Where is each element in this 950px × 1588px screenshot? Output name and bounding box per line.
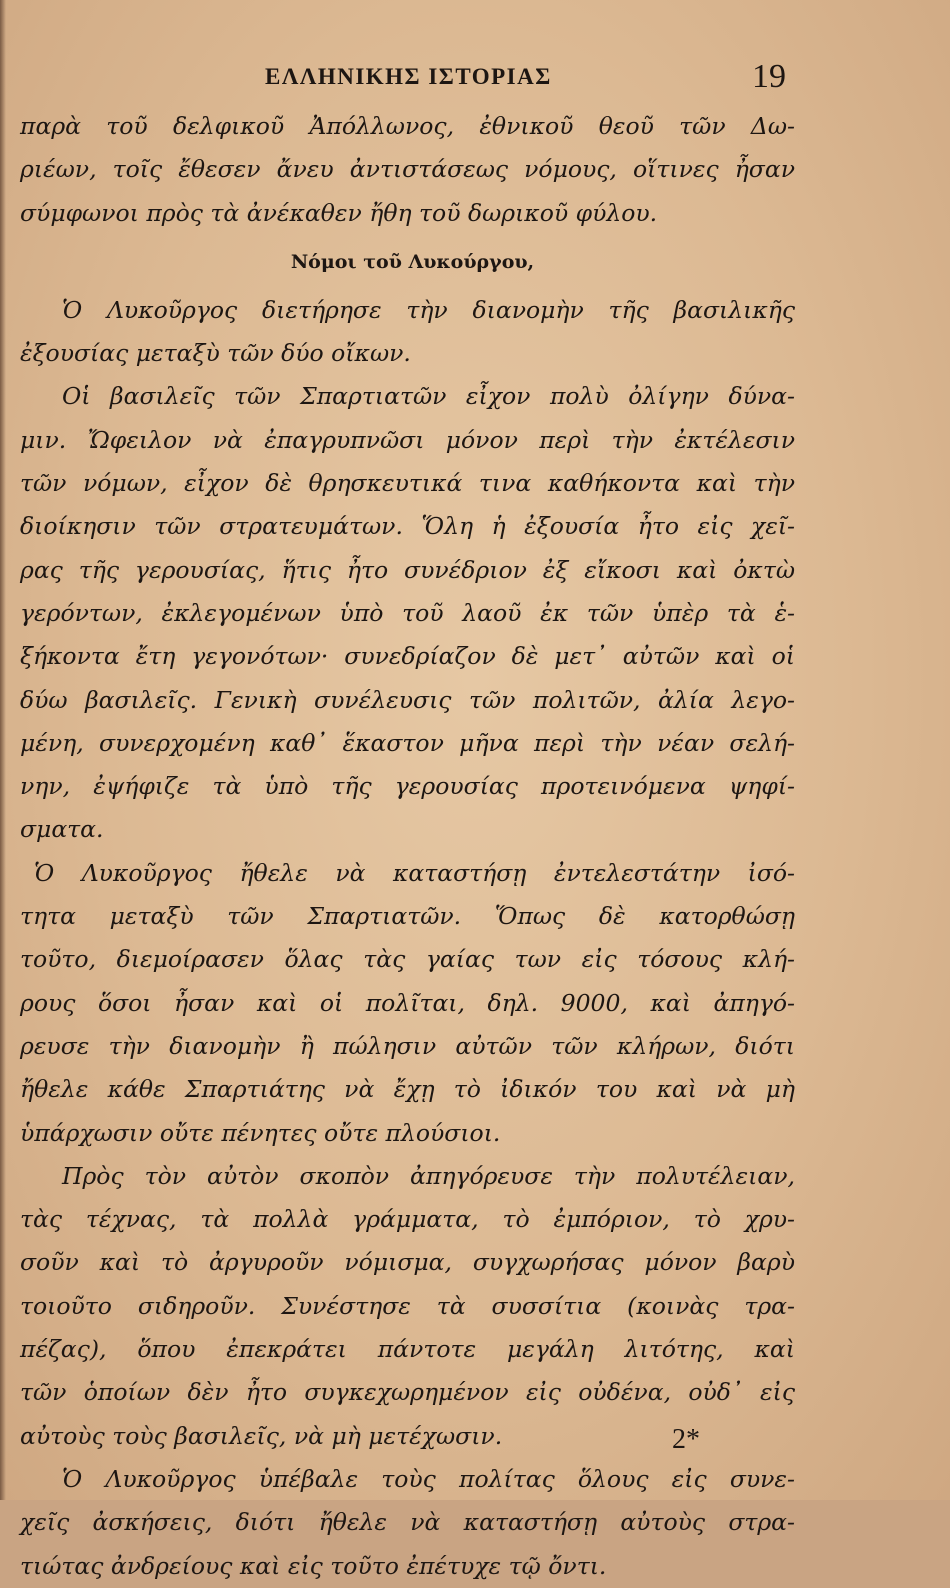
signature-mark: 2* (672, 1424, 700, 1455)
text-line: Πρὸς τὸν αὐτὸν σκοπὸν ἀπηγόρευσε τὴν πολυτέλειαν, (62, 1161, 795, 1190)
text-line: τοιοῦτο σιδηροῦν. Συνέστησε τὰ συσσίτια (κοινὰς τρα- (20, 1291, 795, 1320)
text-line: σματα. (20, 815, 104, 844)
text-line: ξήκοντα ἔτη γεγονότων· συνεδρίαζον δὲ μετ᾽ αὐτῶν καὶ οἱ (20, 642, 795, 671)
page-header (0, 58, 950, 98)
text-line: ἤθελε κάθε Σπαρτιάτης νὰ ἔχῃ τὸ ἰδικόν του καὶ νὰ μὴ (20, 1075, 795, 1104)
text-line: σύμφωνοι πρὸς τὰ ἀνέκαθεν ἤθη τοῦ δωρικοῦ φύλου. (20, 198, 658, 227)
text-line: τιώτας ἀνδρείους καὶ εἰς τοῦτο ἐπέτυχε τῷ ὄντι. (20, 1551, 607, 1580)
text-line: πέζας), ὅπου ἐπεκράτει πάντοτε μεγάλη λιτότης, καὶ (20, 1335, 795, 1364)
text-line: Οἱ βασιλεῖς τῶν Σπαρτιατῶν εἶχον πολὺ ὀλίγην δύνα- (62, 382, 795, 411)
text-line: ρους ὅσοι ἦσαν καὶ οἱ πολῖται, δηλ. 9000, καὶ ἀπηγό- (20, 988, 795, 1017)
text-line: μένη, συνερχομένη καθ᾽ ἕκαστον μῆνα περὶ τὴν νέαν σελή- (20, 728, 795, 757)
text-line: ὑπάρχωσιν οὔτε πένητες οὔτε πλούσιοι. (20, 1118, 501, 1147)
text-line: τὰς τέχνας, τὰ πολλὰ γράμματα, τὸ ἐμπόριον, τὸ χρυ- (20, 1205, 795, 1234)
page-edge-shadow (0, 0, 6, 1500)
text-line: ρευσε τὴν διανομὴν ἢ πώλησιν αὐτῶν τῶν κλήρων, διότι (20, 1031, 795, 1060)
text-line: χεῖς ἀσκήσεις, διότι ἤθελε νὰ καταστήσῃ αὐτοὺς στρα- (20, 1508, 795, 1537)
text-line: Ὁ Λυκοῦργος διετήρησε τὴν διανομὴν τῆς βασιλικῆς (62, 295, 795, 324)
text-line: τῶν ὁποίων δὲν ἦτο συγκεχωρημένον εἰς οὐδένα, οὐδ᾽ εἰς (20, 1378, 795, 1407)
section-heading: Νόμοι τοῦ Λυκούργου, (290, 250, 535, 273)
text-line: παρὰ τοῦ δελφικοῦ Ἀπόλλωνος, ἐθνικοῦ θεοῦ τῶν Δω- (20, 112, 795, 140)
text-line: αὐτοὺς τοὺς βασιλεῖς, νὰ μὴ μετέχωσιν. (20, 1421, 503, 1450)
text-line: δύω βασιλεῖς. Γενικὴ συνέλευσις τῶν πολιτῶν, ἀλία λεγο- (20, 685, 795, 714)
text-line: τοῦτο, διεμοίρασεν ὅλας τὰς γαίας των εἰς τόσους κλή- (20, 945, 795, 974)
text-line: Ὁ Λυκοῦργος ἤθελε νὰ καταστήσῃ ἐντελεστάτην ἰσό- (34, 858, 795, 887)
text-line: Ὁ Λυκοῦργος ὑπέβαλε τοὺς πολίτας ὅλους εἰς συνε- (62, 1464, 795, 1493)
text-line: γερόντων, ἐκλεγομένων ὑπὸ τοῦ λαοῦ ἐκ τῶν ὑπὲρ τὰ ἑ- (20, 598, 795, 627)
text-line: διοίκησιν τῶν στρατευμάτων. Ὅλη ἡ ἐξουσία ἦτο εἰς χεῖ- (20, 512, 795, 541)
text-line: νην, ἐψήφιζε τὰ ὑπὸ τῆς γερουσίας προτεινόμενα ψηφί- (20, 772, 795, 801)
text-line: μιν. Ὤφειλον νὰ ἐπαγρυπνῶσι μόνον περὶ τὴν ἐκτέλεσιν (20, 425, 795, 454)
text-line: τητα μεταξὺ τῶν Σπαρτιατῶν. Ὅπως δὲ κατορθώσῃ (20, 902, 795, 931)
text-line: ριέων, τοῖς ἔθεσεν ἄνευ ἀντιστάσεως νόμους, οἵτινες ἦσαν (20, 155, 795, 184)
page-number: 19 (752, 58, 786, 95)
text-line: τῶν νόμων, εἶχον δὲ θρησκευτικά τινα καθήκοντα καὶ τὴν (20, 469, 795, 498)
body-text (20, 105, 795, 1588)
running-title: ΕΛΛΗΝΙΚΗΣ ΙΣΤΟΡΙΑΣ (265, 64, 552, 89)
text-line: ρας τῆς γερουσίας, ἥτις ἦτο συνέδριον ἐξ εἴκοσι καὶ ὀκτὼ (20, 555, 795, 584)
text-line: ἐξουσίας μεταξὺ τῶν δύο οἴκων. (20, 339, 411, 368)
text-line: σοῦν καὶ τὸ ἀργυροῦν νόμισμα, συγχωρήσας μόνον βαρὺ (20, 1248, 795, 1277)
